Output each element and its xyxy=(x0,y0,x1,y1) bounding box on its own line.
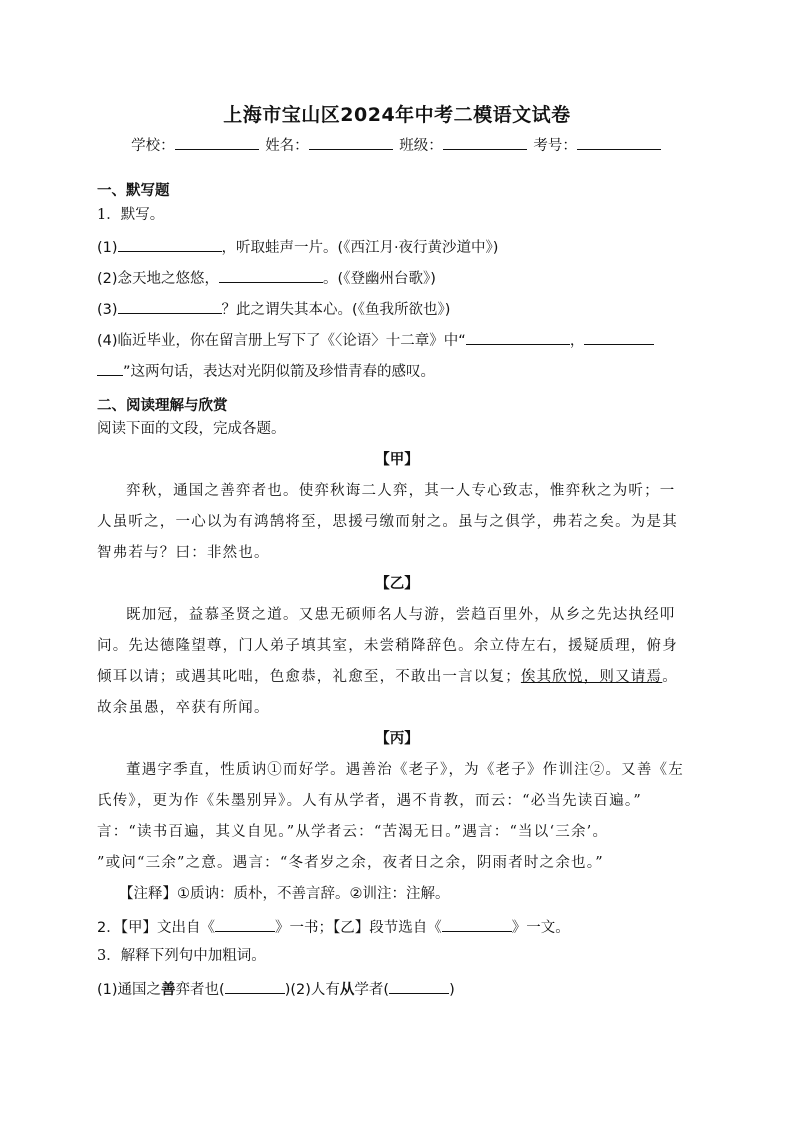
passage-yi-line-2: 问。先达德隆望尊，门人弟子填其室，未尝稍降辞色。余立侍左右，援疑质理，俯身 xyxy=(97,638,678,654)
q2-blank-1[interactable] xyxy=(215,917,275,932)
q1-item-4-cont: ”这两句话，表达对光阴似箭及珍惜青春的感叹。 xyxy=(97,361,697,381)
q1-item-2: (2)念天地之悠悠， 。(《登幽州台歌》) xyxy=(97,268,697,288)
passage-jia-line-2: 人虽听之，一心以为有鸿鹄将至，思援弓缴而射之。虽与之俱学，弗若之矣。为是其 xyxy=(97,514,678,530)
q1-item-2-blank[interactable] xyxy=(219,268,323,283)
school-label: 学校： xyxy=(131,138,175,154)
passage-yi-label: 【乙】 xyxy=(375,576,419,592)
q1-item-4-blank-1[interactable] xyxy=(466,330,570,345)
bold-word-cong: 从 xyxy=(339,982,355,998)
q3-blank-1[interactable] xyxy=(225,979,285,994)
number-label: 考号： xyxy=(533,138,577,154)
passage-bing-line-3: 言：“读书百遍，其义自见。”从学者云：“苦渴无日。”遇言：“当以‘三余’。 xyxy=(97,824,609,840)
reading-intro: 阅读下面的文段，完成各题。 xyxy=(97,421,286,437)
passage-jia-line-1: 弈秋，通国之善弈者也。使弈秋诲二人弈，其一人专心致志，惟弈秋之为听；一 xyxy=(126,483,676,499)
passage-bing-line-1: 董遇字季直，性质讷①而好学。遇善治《老子》，为《老子》作训注②。又善《左 xyxy=(126,762,684,778)
passage-yi-line-4: 故余虽愚，卒获有所闻。 xyxy=(97,700,270,716)
q3-items: (1)通国之善弈者也( )(2)人有从学者( ) xyxy=(97,979,697,999)
passage-bing-label: 【丙】 xyxy=(375,731,419,747)
name-blank[interactable] xyxy=(309,136,393,150)
passage-note: 【注释】①质讷：质朴，不善言辞。②训注：注解。 xyxy=(119,886,450,902)
class-label: 班级： xyxy=(399,138,443,154)
q3-blank-2[interactable] xyxy=(389,979,449,994)
passage-jia-label: 【甲】 xyxy=(375,452,419,468)
q1-item-3: (3) ？此之谓失其本心。(《鱼我所欲也》) xyxy=(97,299,697,319)
q1-item-1: (1) ，听取蛙声一片。(《西江月·夜行黄沙道中》) xyxy=(97,237,697,257)
q1-item-4-blank-2-cont[interactable] xyxy=(97,361,123,376)
q1-prompt: 1．默写。 xyxy=(97,207,165,223)
section1-heading: 一、默写题 xyxy=(97,183,170,199)
name-label: 姓名： xyxy=(265,138,309,154)
q2: 2．【甲】文出自《 》一书；【乙】段节选自《 》一文。 xyxy=(97,917,697,937)
underlined-sentence: 俟其欣悦，则又请焉 xyxy=(520,669,663,685)
passage-yi-line-3: 倾耳以请；或遇其叱咄，色愈恭，礼愈至，不敢出一言以复；俟其欣悦，则又请焉。 xyxy=(97,669,678,685)
passage-bing-line-2: 氏传》，更为作《朱墨别异》。人有从学者，遇不肯教，而云：“必当先读百遍。” xyxy=(97,793,642,809)
q3-prompt: 3．解释下列句中加粗词。 xyxy=(97,948,266,964)
q1-item-1-blank[interactable] xyxy=(118,237,222,252)
q1-item-3-blank[interactable] xyxy=(118,299,222,314)
passage-bing-line-4: ”或问“三余”之意。遇言：“冬者岁之余，夜者日之余，阴雨者时之余也。” xyxy=(97,855,604,871)
q1-item-4-blank-2[interactable] xyxy=(584,330,654,345)
school-blank[interactable] xyxy=(175,136,259,150)
passage-jia-line-3: 智弗若与？曰：非然也。 xyxy=(97,545,270,561)
page-title: 上海市宝山区2024年中考二模语文试卷 xyxy=(223,104,571,126)
passage-yi-line-1: 既加冠，益慕圣贤之道。又患无硕师名人与游，尝趋百里外，从乡之先达执经叩 xyxy=(126,607,676,623)
student-info-line xyxy=(0,134,794,155)
bold-word-shan: 善 xyxy=(161,982,176,998)
q1-item-4: (4)临近毕业，你在留言册上写下了《〈论语〉十二章》中“ ， xyxy=(97,330,697,350)
q2-blank-2[interactable] xyxy=(442,917,512,932)
class-blank[interactable] xyxy=(443,136,527,150)
number-blank[interactable] xyxy=(577,136,661,150)
section2-heading: 二、阅读理解与欣赏 xyxy=(97,398,228,414)
